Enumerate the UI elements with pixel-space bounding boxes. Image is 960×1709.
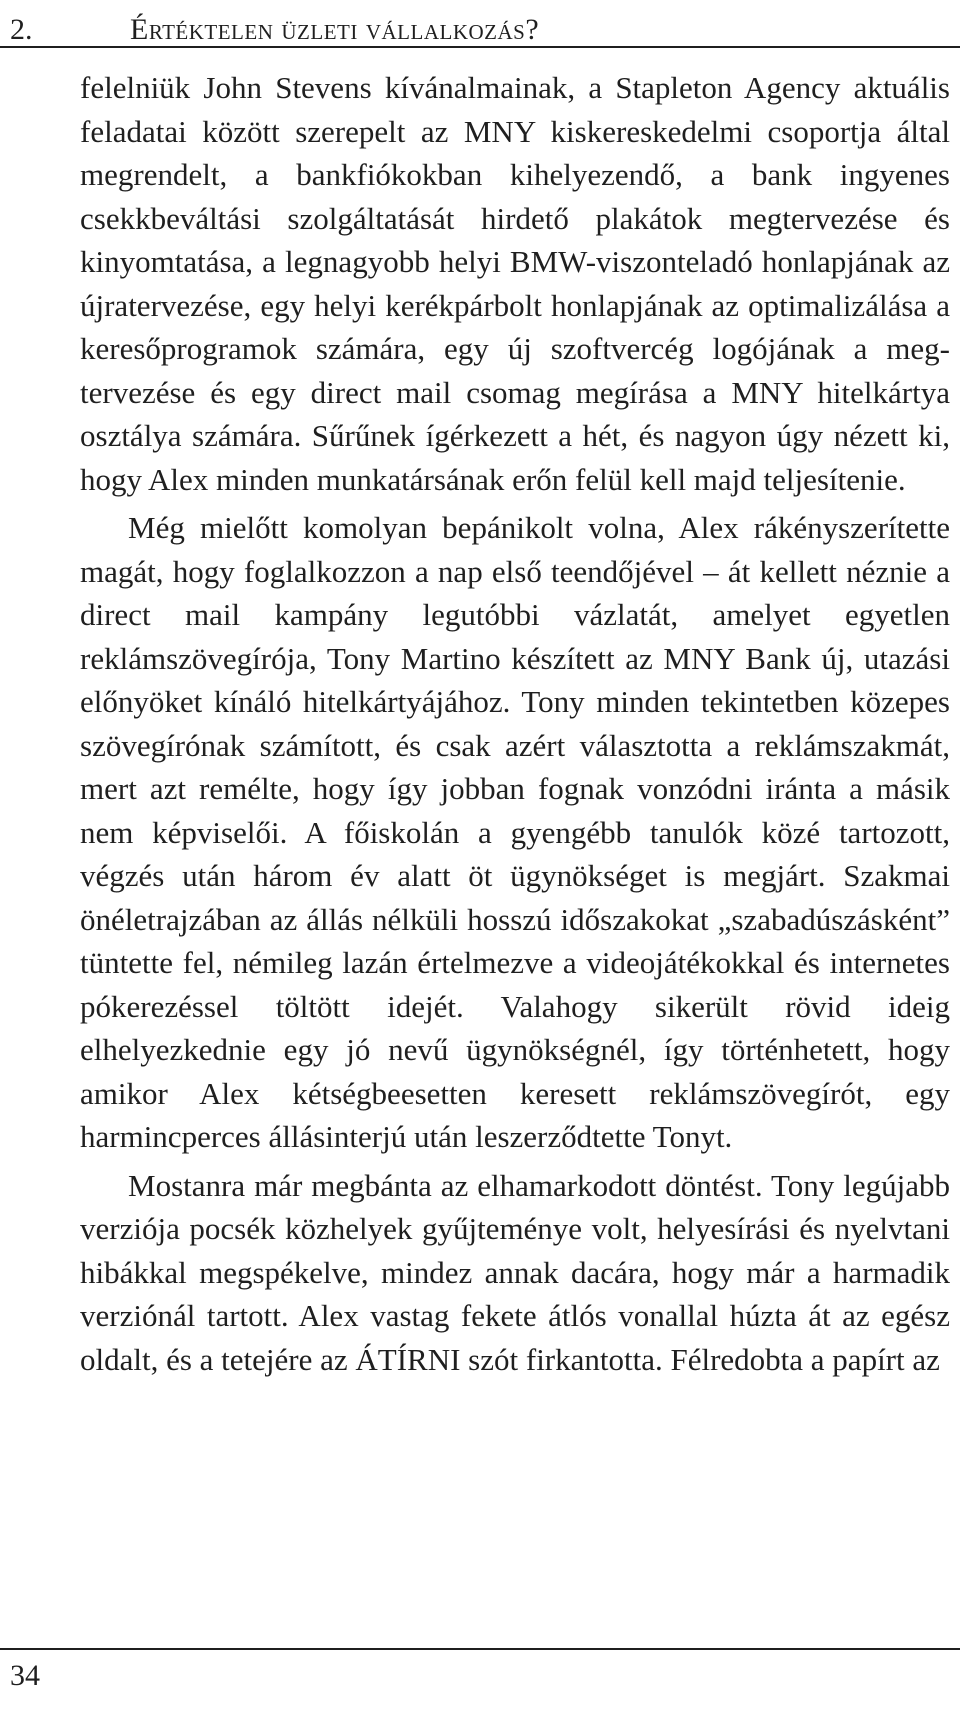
running-header [0,0,960,60]
paragraph-3: Mostanra már megbánta az elhamarkodott döntést. Tony legújabb verziója pocsék közhelyek gyűjteménye volt, helyesírási és nyelvtani hibákkal megspékelve, mindez annak dacára, hogy már a harmadik verziónál tartott. Alex vastag fekete átlós vonallal húzta át az egész oldalt, és a tetejére az ÁTÍRNI szót firkantotta. Félredobta a papírt az [80,1167,950,1377]
chapter-title: Értéktelen üzleti vállalkozás? [130,13,540,46]
page-number: 34 [10,1659,40,1692]
header-rule [0,46,960,48]
paragraph-1: felelniük John Stevens kívánalmainak, a Stapleton Agency aktuális feladatai között szerepelt az MNY kiskereskedelmi csoportja által megrendelt, a bankfiókokban kihelyezendő, a bank ingyenes csekkbeváltási szolgáltatását hirdető plakátok megtervezése és kinyomtatása, a legnagyobb helyi BMW-viszonteladó honlapjának az újratervezése, egy helyi kerékpárbolt honlapjának az optimalizálása a keresőprogramok számára, egy új szoftvercég logójának a megtervezése és egy direct mail csomag megírása a MNY hitelkártya osztálya számára. Sűrűnek ígérkezett a hét, és nagyon úgy nézett ki, hogy Alex minden munkatársának erőn felül kell majd teljesítenie. [80,70,950,497]
body-text [80,66,950,1381]
chapter-number: 2. [10,13,33,46]
paragraph-2: Még mielőtt komolyan bepánikolt volna, Alex rákényszerítette magát, hogy foglalkozzon a nap első teendőjével – át kellett néznie a direct mail kampány legutóbbi vázlatát, amelyet egyetlen reklámszövegírója, Tony Martino készített az MNY Bank új, utazási előnyöket kínáló hitelkártyájához. Tony minden tekintetben közepes szövegírónak számított, és csak azért választotta a reklámszakmát, mert azt remélte, hogy így jobban fognak vonzódni iránta a másik nem képviselői. A főiskolán a gyengébb tanulók közé tartozott, végzés után három év alatt öt ügynökséget is megjárt. Szakmai önéletrajzában az állás nélküli hosszú időszakokat „szabadúszásként” tüntette fel, némileg lazán értelmezve a videojátékokkal és internetes pókerezéssel töltött idejét. Valahogy sikerült rövid ideig elhelyezkednie egy jó nevű ügynökségnél, így történhetett, hogy amikor Alex kétségbeesetten keresett reklámszövegírót, egy harmincperces állásinterjú után leszerződtette Tonyt. [80,510,950,1154]
footer-rule [0,1648,960,1650]
